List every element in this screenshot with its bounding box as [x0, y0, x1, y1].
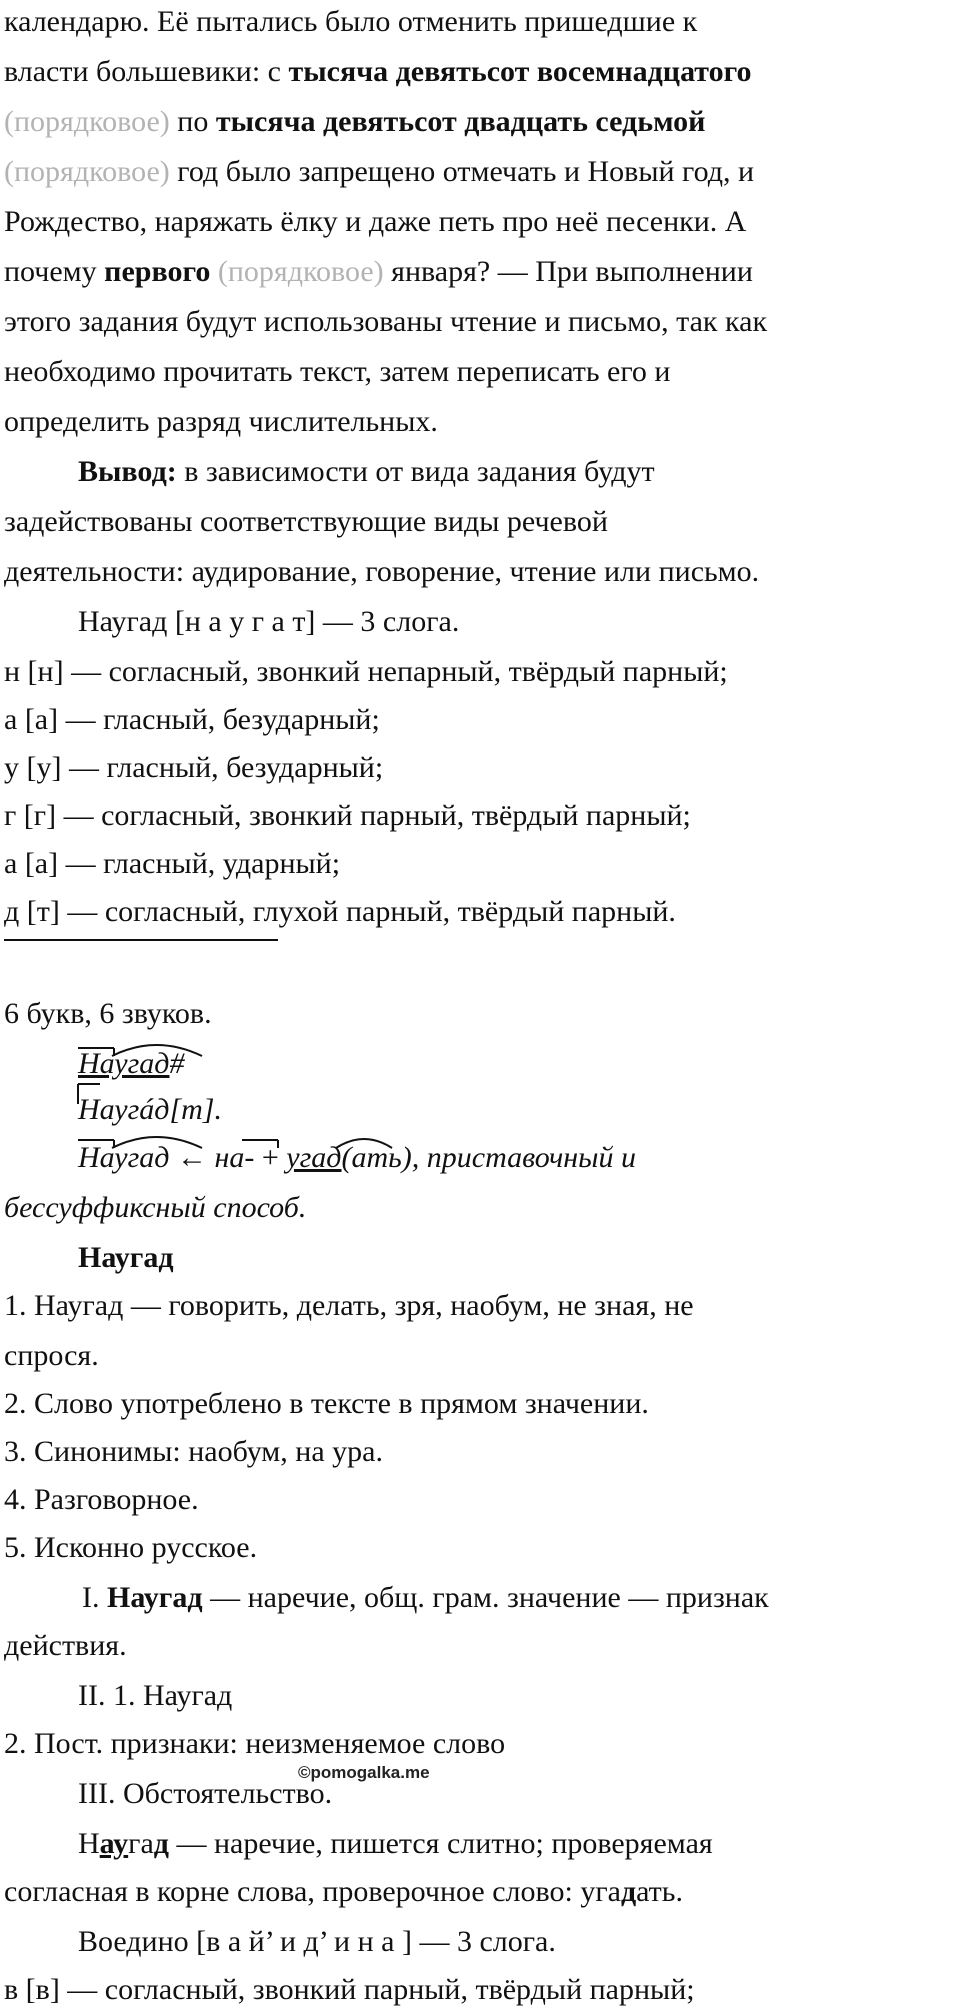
stress-transcription: Наугáд[т].: [78, 1093, 222, 1126]
null-ending: #: [169, 1047, 185, 1080]
numeral-category: (порядковое): [4, 105, 170, 138]
lexical-item: 1. Наугад — говорить, делать, зря, наобум, не зная, не: [4, 1289, 694, 1322]
orthography-line: Наугад — наречие, пишется слитно; проверяемая: [78, 1827, 713, 1860]
sound-line: д [т] — согласный, глухой парный, твёрдый парный.: [4, 895, 676, 928]
grammar-line: III. Обстоятельство.: [78, 1777, 333, 1810]
conclusion-line: задействованы соответствующие виды речевой: [4, 505, 608, 538]
grammar-line: действия.: [4, 1629, 127, 1662]
lexical-item: 5. Исконно русское.: [4, 1531, 258, 1564]
lexical-item: 4. Разговорное.: [4, 1483, 199, 1516]
morpheme-word: Наугад#: [78, 1047, 185, 1080]
section-divider: [4, 939, 278, 941]
phonetic-header: Воедино [в а й’ и д’ и н а ] — 3 слога.: [78, 1925, 556, 1958]
letters-sounds-count: 6 букв, 6 звуков.: [4, 997, 212, 1030]
lexical-item: 3. Синонимы: наобум, на ура.: [4, 1435, 383, 1468]
lexical-item: спрося.: [4, 1339, 99, 1372]
spelling-highlight: д: [153, 1827, 169, 1860]
lexical-item: 2. Слово употреблено в тексте в прямом значении.: [4, 1387, 649, 1420]
numeral-bold: первого: [104, 255, 211, 288]
text-line: почему первого (порядковое) января? — При выполнении: [4, 255, 753, 288]
sound-line: а [а] — гласный, безударный;: [4, 703, 380, 736]
phonetic-header: Наугад [н а у г а т] — 3 слога.: [78, 605, 460, 638]
grammar-line: 2. Пост. признаки: неизменяемое слово: [4, 1727, 506, 1760]
text-line: (порядковое) по тысяча девятьсот двадцать седьмой: [4, 105, 706, 138]
sound-line: г [г] — согласный, звонкий парный, твёрдый парный;: [4, 799, 691, 832]
sound-line: у [у] — гласный, безударный;: [4, 751, 384, 784]
sound-line: а [а] — гласный, ударный;: [4, 847, 341, 880]
text-line: необходимо прочитать текст, затем переписать его и: [4, 355, 671, 388]
text-line: Рождество, наряжать ёлку и даже петь про неё песенки. А: [4, 205, 747, 238]
numeral-category: (порядковое): [210, 255, 384, 288]
sound-line: в [в] — согласный, звонкий парный, твёрдый парный;: [4, 1973, 695, 2006]
text-line: (порядковое) год было запрещено отмечать и Новый год, и: [4, 155, 755, 188]
text-line: календарю. Её пытались было отменить пришедшие к: [4, 5, 698, 38]
text-line: власти большевики: с тысяча девятьсот восемнадцатого: [4, 55, 752, 88]
word-formation-line: бессуффиксный способ.: [4, 1191, 307, 1224]
watermark: ©pomogalka.me: [298, 1763, 430, 1782]
lexical-title: Наугад: [78, 1241, 174, 1274]
spelling-highlight: ау: [99, 1827, 129, 1860]
numeral-bold: тысяча девятьсот восемнадцатого: [288, 55, 752, 88]
conclusion-label: Вывод:: [78, 455, 177, 488]
orthography-line: согласная в корне слова, проверочное слово: угадать.: [4, 1875, 683, 1908]
sound-line: н [н] — согласный, звонкий непарный, твёрдый парный;: [4, 655, 728, 688]
conclusion-line: Вывод: в зависимости от вида задания будут: [78, 455, 655, 488]
grammar-line: I. Наугад — наречие, общ. грам. значение — признак: [82, 1581, 769, 1614]
conclusion-line: деятельности: аудирование, говорение, чтение или письмо.: [4, 555, 760, 588]
numeral-category: (порядковое): [4, 155, 170, 188]
numeral-bold: тысяча девятьсот двадцать седьмой: [215, 105, 706, 138]
spelling-highlight: д: [620, 1875, 637, 1908]
text-line: этого задания будут использованы чтение и письмо, так как: [4, 305, 768, 338]
word-formation-line: Наугад ← на- + угад(ать), приставочный и: [78, 1141, 636, 1174]
text-line: определить разряд числительных.: [4, 405, 438, 438]
grammar-line: II. 1. Наугад: [78, 1679, 233, 1712]
